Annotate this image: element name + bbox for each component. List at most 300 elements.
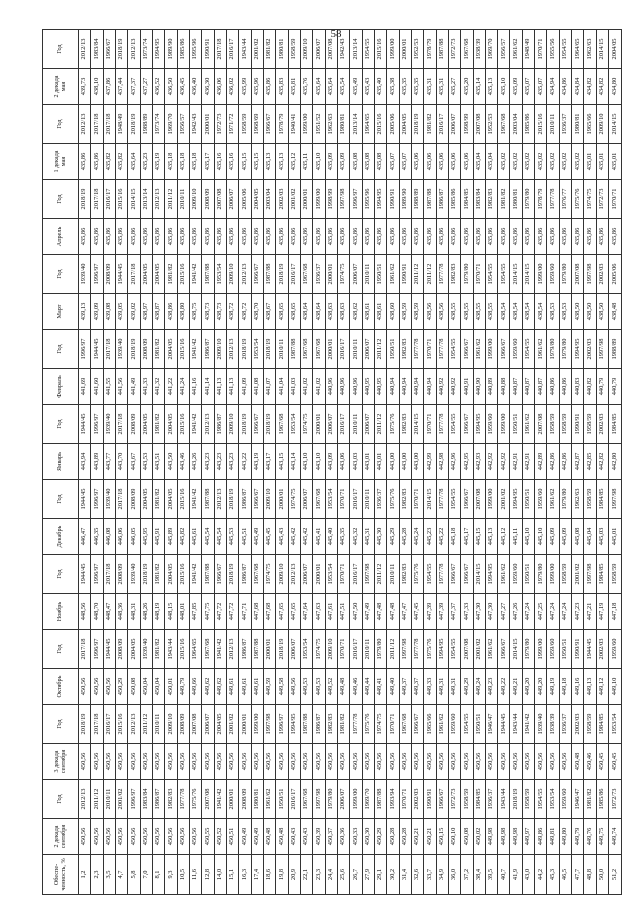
table-cell: 435,35 (411, 69, 423, 105)
table-cell: 1950/51 (374, 255, 386, 294)
table-cell: 436,06 (214, 69, 226, 105)
column-header: Февраль (43, 369, 79, 405)
table-row (202, 30, 214, 895)
table-cell: 435,86 (79, 219, 91, 255)
table-cell: 441,02 (313, 369, 325, 405)
table-cell: 435,27 (448, 69, 460, 105)
table-cell: 447,49 (362, 594, 374, 630)
table-cell: 2004/05 (140, 480, 152, 519)
table-cell: 2010/11 (276, 330, 288, 369)
table-cell: 1969/70 (362, 780, 374, 819)
table-cell: 435,86 (485, 219, 497, 255)
table-cell: 442,91 (510, 444, 522, 480)
table-cell: 445,45 (263, 519, 275, 555)
table-cell: 438,80 (177, 294, 189, 330)
table-cell: 1979/80 (535, 555, 547, 594)
table-cell: 435,86 (411, 219, 423, 255)
probability-cell: 8,1 (152, 855, 164, 895)
table-cell: 438,54 (535, 294, 547, 330)
table-cell: 435,86 (300, 219, 312, 255)
table-cell: 449,86 (535, 819, 547, 855)
table-cell: 2004/05 (140, 255, 152, 294)
table-cell: 445,24 (411, 519, 423, 555)
table-cell: 2016/17 (436, 105, 448, 144)
table-row (165, 30, 177, 895)
table-cell: 447,39 (436, 594, 448, 630)
table-cell: 1952/53 (485, 105, 497, 144)
table-cell: 2014/15 (596, 30, 608, 69)
table-cell: 1952/53 (411, 30, 423, 69)
table-cell: 1948/49 (522, 30, 534, 69)
table-cell: 2011/12 (140, 705, 152, 744)
table-cell: 435,15 (251, 144, 263, 180)
probability-cell: 16,3 (239, 855, 251, 895)
table-cell: 1986/87 (313, 705, 325, 744)
table-cell: 445,12 (498, 519, 510, 555)
table-cell: 435,86 (522, 219, 534, 255)
table-cell: 439,73 (79, 69, 91, 105)
table-cell: 2017/18 (103, 330, 115, 369)
table-cell: 1986/87 (152, 780, 164, 819)
table-cell: 440,86 (559, 369, 571, 405)
table-cell: 2004/05 (128, 630, 140, 669)
table-cell: 447,63 (313, 594, 325, 630)
table-cell: 441,14 (202, 369, 214, 405)
table-cell: 443,00 (387, 444, 399, 480)
table-cell: 438,54 (522, 294, 534, 330)
table-cell: 2010/11 (177, 180, 189, 219)
table-cell: 1986/87 (202, 330, 214, 369)
table-cell: 438,63 (325, 294, 337, 330)
table-cell: 1996/97 (276, 705, 288, 744)
table-cell: 435,07 (387, 144, 399, 180)
table-cell: 2018/19 (411, 105, 423, 144)
table-cell: 1970/71 (411, 480, 423, 519)
table-cell: 2014/15 (473, 555, 485, 594)
table-cell: 1966/67 (251, 480, 263, 519)
table-cell: 2009/10 (226, 405, 238, 444)
table-cell: 2006/07 (300, 555, 312, 594)
table-cell: 435,18 (189, 144, 201, 180)
table-cell: 436,52 (152, 69, 164, 105)
table-cell: 447,39 (424, 594, 436, 630)
table-cell: 2010/11 (350, 330, 362, 369)
table-cell: 1980/81 (337, 105, 349, 144)
table-cell: 450,56 (473, 744, 485, 780)
table-row (485, 30, 497, 895)
table-cell: 2016/17 (103, 705, 115, 744)
table-cell: 1997/98 (313, 780, 325, 819)
table-cell: 450,56 (79, 819, 91, 855)
table-cell: 435,86 (189, 219, 201, 255)
table-cell: 445,51 (239, 519, 251, 555)
table-cell: 445,49 (251, 519, 263, 555)
table-row (276, 30, 288, 895)
table-cell: 435,09 (337, 144, 349, 180)
table-row (399, 30, 411, 895)
table-cell: 1974/75 (337, 255, 349, 294)
table-cell: 445,30 (374, 519, 386, 555)
table-cell: 435,86 (387, 219, 399, 255)
table-cell: 1990/91 (572, 630, 584, 669)
table-cell: 1982/83 (485, 180, 497, 219)
table-cell: 1988/89 (609, 330, 622, 369)
table-cell: 443,14 (288, 444, 300, 480)
table-cell: 440,94 (424, 369, 436, 405)
table-cell: 441,24 (177, 369, 189, 405)
table-cell: 435,86 (399, 219, 411, 255)
table-cell: 449,13 (584, 669, 596, 705)
table-cell: 450,56 (91, 669, 103, 705)
table-cell: 2015/16 (374, 30, 386, 69)
table-cell: 1962/63 (584, 30, 596, 69)
table-cell: 443,03 (350, 444, 362, 480)
table-cell: 1987/88 (263, 255, 275, 294)
table-cell: 447,51 (337, 594, 349, 630)
table-cell: 438,97 (140, 294, 152, 330)
table-cell: 1950/51 (522, 480, 534, 519)
table-cell: 1979/80 (325, 780, 337, 819)
table-cell: 439,05 (115, 294, 127, 330)
table-cell: 447,25 (535, 594, 547, 630)
table-cell: 450,02 (473, 819, 485, 855)
table-cell: 1954/55 (461, 705, 473, 744)
table-cell: 435,86 (362, 219, 374, 255)
table-cell: 447,65 (276, 594, 288, 630)
table-cell: 448,47 (103, 594, 115, 630)
table-cell: 1958/59 (584, 480, 596, 519)
table-cell: 2001/02 (498, 480, 510, 519)
table-cell: 435,11 (300, 144, 312, 180)
table-cell: 1966/67 (461, 555, 473, 594)
table-cell: 1967/68 (300, 780, 312, 819)
probability-cell: 37,2 (461, 855, 473, 895)
table-cell: 449,31 (436, 669, 448, 705)
table-cell: 1941/42 (214, 630, 226, 669)
table-cell: 1978/79 (535, 180, 547, 219)
column-header: Март (43, 294, 79, 330)
table-cell: 449,29 (461, 669, 473, 705)
table-cell: 449,62 (202, 669, 214, 705)
table-cell: 1979/80 (374, 630, 386, 669)
table-cell: 1950/51 (387, 330, 399, 369)
table-cell: 450,51 (226, 819, 238, 855)
table-cell: 1970/71 (535, 30, 547, 69)
table-cell: 450,56 (300, 744, 312, 780)
table-cell: 1999/00 (498, 405, 510, 444)
table-cell: 1970/71 (424, 330, 436, 369)
table-cell: 435,09 (325, 144, 337, 180)
table-cell: 1990/91 (424, 780, 436, 819)
table-cell: 435,16 (226, 144, 238, 180)
table-cell: 1998/99 (461, 105, 473, 144)
table-cell: 435,86 (547, 219, 559, 255)
table-cell: 448,19 (152, 594, 164, 630)
table-cell: 1959/60 (510, 330, 522, 369)
table-cell: 2012/13 (239, 255, 251, 294)
table-cell: 450,56 (522, 744, 534, 780)
table-cell: 1939/40 (103, 405, 115, 444)
table-cell: 1977/78 (177, 780, 189, 819)
table-row (362, 30, 374, 895)
table-cell: 1987/88 (202, 555, 214, 594)
table-cell: 1946/47 (572, 780, 584, 819)
table-cell: 1977/78 (436, 405, 448, 444)
table-cell: 1987/88 (202, 255, 214, 294)
table-cell: 1956/57 (498, 30, 510, 69)
table-cell: 1940/41 (288, 105, 300, 144)
table-cell: 435,86 (337, 219, 349, 255)
table-cell: 1967/68 (251, 555, 263, 594)
table-cell: 450,56 (461, 744, 473, 780)
table-cell: 1975/76 (572, 180, 584, 219)
table-cell: 1977/78 (411, 330, 423, 369)
probability-cell: 26,7 (350, 855, 362, 895)
table-row (448, 30, 460, 895)
table-cell: 2018/19 (128, 105, 140, 144)
table-cell: 445,10 (535, 519, 547, 555)
table-cell: 445,82 (177, 519, 189, 555)
table-cell: 438,55 (485, 294, 497, 330)
table-cell: 1977/78 (350, 705, 362, 744)
table-cell: 1936/37 (559, 705, 571, 744)
table-cell: 448,70 (91, 594, 103, 630)
table-cell: 1983/84 (473, 180, 485, 219)
table-cell: 438,75 (189, 294, 201, 330)
table-cell: 1950/51 (510, 405, 522, 444)
table-cell: 441,13 (214, 369, 226, 405)
table-cell: 1964/65 (362, 105, 374, 144)
column-header: 2 декада мая (43, 69, 79, 105)
table-cell: 1941/42 (214, 780, 226, 819)
table-cell: 450,45 (596, 744, 608, 780)
table-cell: 1961/62 (485, 630, 497, 669)
table-cell: 435,16 (214, 144, 226, 180)
table-cell: 436,30 (202, 69, 214, 105)
table-cell: 450,56 (177, 819, 189, 855)
table-cell: 1983/84 (91, 30, 103, 69)
table-cell: 440,79 (596, 369, 608, 405)
table-cell: 2010/11 (362, 630, 374, 669)
table-cell: 2015/16 (374, 105, 386, 144)
table-cell: 1974/75 (263, 555, 275, 594)
table-cell: 443,10 (313, 444, 325, 480)
table-cell: 1986/87 (239, 555, 251, 594)
table-cell: 2000/01 (276, 480, 288, 519)
table-cell: 2008/09 (128, 480, 140, 519)
table-cell: 445,42 (300, 519, 312, 555)
table-cell: 450,56 (313, 744, 325, 780)
table-cell: 2002/03 (572, 705, 584, 744)
table-cell: 2011/12 (374, 555, 386, 594)
table-cell: 449,46 (350, 669, 362, 705)
table-cell: 1959/60 (535, 480, 547, 519)
table-cell: 2016/17 (103, 180, 115, 219)
table-cell: 1964/65 (189, 630, 201, 669)
table-cell: 434,82 (584, 69, 596, 105)
table-cell: 438,64 (313, 294, 325, 330)
table-cell: 449,44 (362, 669, 374, 705)
table-cell: 440,86 (547, 369, 559, 405)
table-cell: 447,68 (251, 594, 263, 630)
table-cell: 442,87 (572, 444, 584, 480)
table-cell: 435,86 (325, 219, 337, 255)
table-cell: 438,73 (214, 294, 226, 330)
table-cell: 2007/08 (535, 405, 547, 444)
table-cell: 442,93 (473, 444, 485, 480)
table-cell: 435,10 (313, 144, 325, 180)
table-cell: 1968/69 (251, 105, 263, 144)
table-cell: 1979/80 (559, 330, 571, 369)
table-cell: 1987/88 (202, 480, 214, 519)
table-cell: 1962/63 (572, 480, 584, 519)
table-cell: 1941/42 (522, 705, 534, 744)
table-cell: 1977/78 (436, 555, 448, 594)
table-cell: 1981/82 (337, 705, 349, 744)
table-cell: 2016/17 (337, 330, 349, 369)
table-cell: 447,50 (350, 594, 362, 630)
table-cell: 1990/91 (399, 255, 411, 294)
table-cell: 1941/42 (189, 405, 201, 444)
table-cell: 435,02 (547, 144, 559, 180)
table-cell: 435,06 (436, 144, 448, 180)
table-cell: 1975/76 (424, 630, 436, 669)
table-cell: 2016/17 (337, 405, 349, 444)
table-cell: 438,53 (559, 294, 571, 330)
table-cell: 2006/07 (337, 780, 349, 819)
water-level-table (42, 29, 622, 895)
table-cell: 435,86 (609, 219, 622, 255)
table-cell: 1953/54 (214, 255, 226, 294)
table-row (79, 30, 91, 895)
table-cell: 1997/98 (584, 255, 596, 294)
table-cell: 435,10 (498, 69, 510, 105)
table-cell: 445,04 (584, 519, 596, 555)
probability-cell: 20,9 (288, 855, 300, 895)
table-cell: 450,08 (128, 669, 140, 705)
probability-cell: 39,5 (485, 855, 497, 895)
table-cell: 1944/45 (103, 630, 115, 669)
table-cell: 1981/82 (263, 30, 275, 69)
table-cell: 2002/03 (276, 180, 288, 219)
table-cell: 447,72 (214, 594, 226, 630)
table-cell: 441,09 (239, 369, 251, 405)
table-cell: 450,56 (485, 744, 497, 780)
table-cell: 2018/19 (239, 330, 251, 369)
table-cell: 2014/15 (609, 105, 622, 144)
table-cell: 1973/74 (140, 30, 152, 69)
table-cell: 1982/83 (399, 330, 411, 369)
probability-cell: 47,7 (572, 855, 584, 895)
table-cell: 435,43 (362, 69, 374, 105)
table-cell: 1942/43 (189, 105, 201, 144)
table-cell: 2017/18 (79, 630, 91, 669)
table-cell: 2001/02 (473, 630, 485, 669)
table-cell: 443,23 (214, 444, 226, 480)
table-cell: 2011/12 (91, 780, 103, 819)
table-cell: 440,89 (485, 369, 497, 405)
table-cell: 1958/59 (609, 555, 622, 594)
table-cell: 449,23 (485, 669, 497, 705)
table-cell: 450,21 (411, 819, 423, 855)
table-cell: 2018/19 (79, 180, 91, 219)
table-cell: 1967/68 (276, 405, 288, 444)
table-cell: 1985/86 (448, 180, 460, 219)
table-cell: 2006/07 (288, 630, 300, 669)
table-cell: 445,95 (140, 519, 152, 555)
table-cell: 1988/89 (140, 105, 152, 144)
table-cell: 1951/52 (313, 105, 325, 144)
table-cell: 450,04 (152, 669, 164, 705)
table-cell: 435,13 (485, 69, 497, 105)
table-cell: 1972/73 (448, 780, 460, 819)
table-cell: 2018/19 (226, 555, 238, 594)
table-cell: 442,86 (547, 444, 559, 480)
table-row (547, 30, 559, 895)
table-cell: 443,15 (276, 444, 288, 480)
table-cell: 447,61 (325, 594, 337, 630)
table-cell: 2004/05 (165, 330, 177, 369)
table-cell: 450,56 (115, 744, 127, 780)
table-cell: 1953/54 (325, 555, 337, 594)
table-cell: 450,56 (103, 744, 115, 780)
table-cell: 450,45 (609, 744, 622, 780)
column-header: Октябрь (43, 669, 79, 705)
table-cell: 1997/98 (362, 555, 374, 594)
table-cell: 435,31 (424, 69, 436, 105)
table-cell: 450,56 (547, 744, 559, 780)
table-cell: 435,86 (214, 219, 226, 255)
table-cell: 2010/11 (362, 255, 374, 294)
table-cell: 449,79 (572, 819, 584, 855)
table-cell: 1975/76 (387, 405, 399, 444)
table-cell: 1969/70 (485, 30, 497, 69)
table-cell: 435,86 (350, 219, 362, 255)
table-cell: 447,33 (461, 594, 473, 630)
table-cell: 450,56 (189, 819, 201, 855)
table-row (152, 30, 164, 895)
table-cell: 443,50 (165, 444, 177, 480)
table-cell: 2012/13 (79, 30, 91, 69)
table-cell: 449,53 (313, 669, 325, 705)
table-row (189, 30, 201, 895)
table-cell: 435,86 (498, 219, 510, 255)
table-cell: 450,56 (399, 744, 411, 780)
table-cell: 1999/00 (313, 180, 325, 219)
table-row (461, 30, 473, 895)
table-cell: 1996/97 (91, 630, 103, 669)
table-cell: 438,60 (387, 294, 399, 330)
table-cell: 2002/03 (596, 255, 608, 294)
table-cell: 1965/66 (584, 105, 596, 144)
table-cell: 1961/62 (436, 705, 448, 744)
table-cell: 1966/67 (461, 330, 473, 369)
table-cell: 441,16 (189, 369, 201, 405)
table-cell: 450,56 (128, 819, 140, 855)
table-cell: 449,33 (424, 669, 436, 705)
probability-cell: 4,7 (115, 855, 127, 895)
table-cell: 1982/83 (448, 255, 460, 294)
table-cell: 439,08 (103, 294, 115, 330)
table-cell: 450,48 (263, 819, 275, 855)
table-cell: 1987/88 (424, 180, 436, 219)
table-cell: 1994/95 (473, 405, 485, 444)
table-cell: 443,94 (79, 444, 91, 480)
table-row (584, 30, 596, 895)
table-cell: 450,55 (202, 819, 214, 855)
table-cell: 435,86 (115, 219, 127, 255)
table-cell: 438,65 (288, 294, 300, 330)
